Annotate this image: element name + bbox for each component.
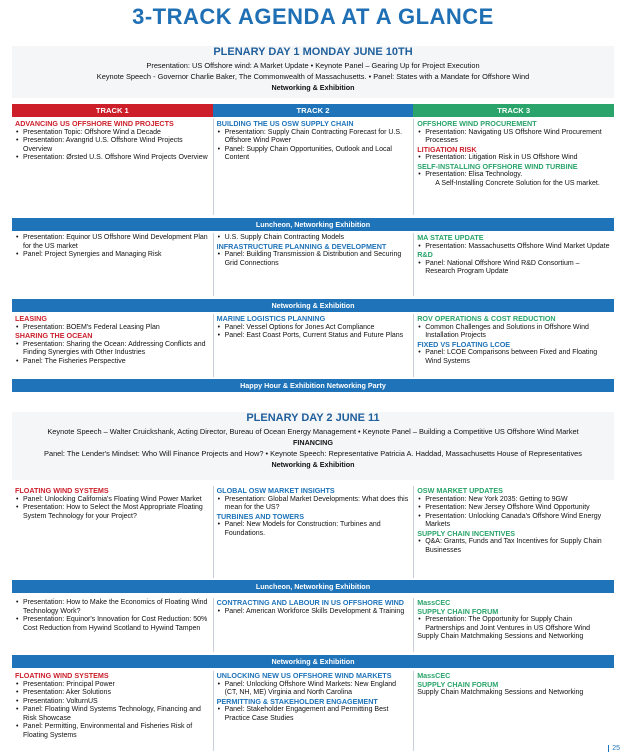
track-1-column [12, 598, 213, 652]
session-item: • Panel: Unlocking California's Floating Wind Power Market [15, 496, 209, 505]
plenary-day1 [12, 46, 614, 98]
plenary-day2-line: Keynote Speech – Walter Cruickshank, Acting Director, Bureau of Ocean Energy Management • Keynote Panel – Building a Competitive US Offshore Wind Market [47, 427, 579, 436]
section-heading: FLOATING WIND SYSTEMS [15, 671, 109, 680]
session-item: • Presentation: Navigating US Offshore Wind Procurement Processes [417, 129, 610, 146]
session-item: • Panel: Vessel Options for Jones Act Compliance [217, 324, 410, 333]
plenary-day2-line: Panel: The Lender's Mindset: Who Will Finance Projects and How? • Keynote Speech: Representative Patricia A. Haddad, Massachusetts House of Representatives [44, 449, 582, 458]
section-heading: OSW MARKET UPDATES [417, 486, 503, 495]
session-note: Supply Chain Matchmaking Sessions and Networking [417, 633, 584, 641]
session-item: • Panel: Floating Wind Systems Technology, Financing and Risk Showcase [15, 706, 209, 723]
track-3-column [413, 119, 614, 215]
session-item: • Presentation: VolturnUS [15, 698, 209, 707]
session-item: • Presentation: Unlocking Canada's Offshore Wind Energy Markets [417, 513, 610, 530]
section-heading: PERMITTING & STAKEHOLDER ENGAGEMENT [216, 696, 378, 706]
plenary-day1-title: PLENARY DAY 1 MONDAY JUNE 10TH [213, 46, 413, 58]
session-item: • Panel: Supply Chain Opportunities, Outlook and Local Content [217, 146, 410, 163]
section-heading: GLOBAL OSW MARKET INSIGHTS [216, 486, 335, 495]
session-note: Supply Chain Matchmaking Sessions and Networking [417, 689, 584, 697]
session-item: • Q&A: Grants, Funds and Tax Incentives for Supply Chain Businesses [417, 538, 610, 555]
track-3-column [413, 598, 614, 652]
section-heading: SUPPLY CHAIN INCENTIVES [417, 528, 516, 538]
track-1-header: TRACK 1 [12, 104, 213, 117]
track-3-column [413, 671, 614, 751]
section-heading: R&D [417, 250, 433, 260]
section-heading: ROV OPERATIONS & COST REDUCTION [417, 314, 556, 323]
page-number: 25 [608, 745, 620, 752]
session-item: • Presentation: BOEM's Federal Leasing Plan [15, 324, 209, 333]
track-2-column [213, 486, 414, 578]
track-1-column [12, 314, 213, 377]
section-heading: FLOATING WIND SYSTEMS [15, 486, 109, 495]
section-heading: INFRASTRUCTURE PLANNING & DEVELOPMENT [216, 241, 387, 251]
networking-bar: Networking & Exhibition [12, 299, 614, 312]
session-item: • Panel: Unlocking Offshore Wind Markets: New England (CT, NH, ME) Virginia and North Carolina [217, 681, 410, 698]
session-row [12, 233, 614, 296]
session-item: • Panel: Permitting, Environmental and Fisheries Risk of Floating Systems [15, 723, 209, 740]
session-item-continued: A Self-Installing Concrete Solution for the US market. [435, 179, 600, 187]
session-item: • Panel: LCOE Comparisons between Fixed and Floating Wind Systems [417, 349, 610, 366]
session-item: • Panel: New Models for Construction: Turbines and Foundations. [217, 521, 410, 538]
section-heading: LEASING [15, 314, 47, 323]
section-heading: SELF-INSTALLING OFFSHORE WIND TURBINE [417, 161, 578, 171]
track-3-header: TRACK 3 [413, 104, 614, 117]
section-heading: LITIGATION RISK [417, 144, 477, 154]
luncheon-bar: Luncheon, Networking Exhibition [12, 218, 614, 231]
track-3-column [413, 314, 614, 377]
session-item: • Presentation Topic: Offshore Wind a Decade [15, 129, 209, 138]
session-item: • Presentation: How to Make the Economics of Floating Wind Technology Work? [15, 599, 209, 616]
section-heading: MassCEC [417, 671, 451, 680]
session-item: • Presentation: New Jersey Offshore Wind Opportunity [417, 504, 610, 513]
section-heading: SHARING THE OCEAN [15, 331, 93, 341]
section-heading: MassCEC [417, 598, 451, 607]
track-2-column [213, 314, 414, 377]
section-heading: ADVANCING US OFFSHORE WIND PROJECTS [15, 119, 174, 128]
track-1-column [12, 486, 213, 578]
track-2-column [213, 671, 414, 751]
session-item: • Panel: The Fisheries Perspective [15, 358, 209, 367]
session-item: • Common Challenges and Solutions in Offshore Wind Installation Projects [417, 324, 610, 341]
track-1-column [12, 671, 213, 751]
page-title: 3-TRACK AGENDA AT A GLANCE [132, 4, 494, 29]
plenary-day1-networking: Networking & Exhibition [271, 83, 355, 92]
track-2-column [213, 233, 414, 296]
section-heading: MARINE LOGISTICS PLANNING [216, 314, 326, 323]
section-heading: UNLOCKING NEW US OFFSHORE WIND MARKETS [216, 671, 392, 680]
track-2-column [213, 119, 414, 215]
session-row [12, 119, 614, 215]
session-item: • Panel: National Offshore Wind R&D Consortium – Research Program Update [417, 260, 610, 277]
session-item: • Presentation: Sharing the Ocean: Addressing Conflicts and Finding Synergies with Other Industries [15, 341, 209, 358]
session-item: • Presentation: Avangrid U.S. Offshore Wind Projects Overview [15, 137, 209, 154]
plenary-day2-networking: Networking & Exhibition [271, 460, 355, 469]
session-row [12, 314, 614, 377]
session-item: • Presentation: Ørsted U.S. Offshore Wind Projects Overview [15, 154, 209, 163]
track-2-column [213, 598, 414, 652]
section-heading: SUPPLY CHAIN FORUM [417, 606, 499, 616]
session-item: • Presentation: New York 2035: Getting to 9GW [417, 496, 610, 505]
track-2-header: TRACK 2 [213, 104, 414, 117]
section-heading: OFFSHORE WIND PROCUREMENT [417, 119, 537, 128]
track-3-column [413, 486, 614, 578]
plenary-day1-line: Presentation: US Offshore wind: A Market Update • Keynote Panel – Gearing Up for Project Execution [146, 61, 480, 70]
plenary-day2-financing: FINANCING [293, 438, 333, 447]
session-item: • Presentation: Equinor's Innovation for Cost Reduction: 50% Cost Reduction from Hywind Scotland to Hywind Tampen [15, 616, 209, 633]
session-item: • Presentation: Supply Chain Contracting Forecast for U.S. Offshore Wind Power [217, 129, 410, 146]
plenary-day2-title: PLENARY DAY 2 JUNE 11 [246, 412, 380, 424]
luncheon-bar: Luncheon, Networking Exhibition [12, 580, 614, 593]
session-item: • U.S. Supply Chain Contracting Models [217, 234, 410, 243]
session-item: • Presentation: How to Select the Most Appropriate Floating System Technology for your Project? [15, 504, 209, 521]
section-heading: MA STATE UPDATE [417, 233, 484, 242]
section-heading: TURBINES AND TOWERS [216, 511, 305, 521]
session-item: • Presentation: Global Market Developments: What does this mean for the US? [217, 496, 410, 513]
session-item: • Presentation: Aker Solutions [15, 689, 209, 698]
session-row [12, 671, 614, 751]
plenary-day1-line: Keynote Speech - Governor Charlie Baker, The Commonwealth of Massachusetts. • Panel: States with a Mandate for Offshore Wind [96, 72, 530, 81]
session-row [12, 598, 614, 652]
session-item: • Presentation: The Opportunity for Supply Chain Partnerships and Joint Ventures in US Offshore Wind [417, 616, 610, 633]
track-1-column [12, 233, 213, 296]
section-heading: SUPPLY CHAIN FORUM [417, 679, 499, 689]
section-heading: CONTRACTING AND LABOUR IN US OFFSHORE WIND [216, 598, 404, 607]
session-item: • Panel: Building Transmission & Distribution and Securing Grid Connections [217, 251, 410, 268]
session-item: • Panel: American Workforce Skills Development & Training [217, 608, 410, 617]
happy-hour-bar: Happy Hour & Exhibition Networking Party [12, 379, 614, 392]
session-item: • Presentation: Massachusetts Offshore Wind Market Update [417, 243, 610, 252]
track-1-column [12, 119, 213, 215]
session-item: • Presentation: Principal Power [15, 681, 209, 690]
session-row [12, 486, 614, 578]
plenary-day2 [12, 412, 614, 480]
session-item: • Panel: Project Synergies and Managing Risk [15, 251, 209, 260]
session-item: • Presentation: Elisa Technology. [417, 171, 610, 180]
track-3-column [413, 233, 614, 296]
networking-bar: Networking & Exhibition [12, 655, 614, 668]
session-item: • Panel: East Coast Ports, Current Status and Future Plans [217, 332, 410, 341]
section-heading: FIXED VS FLOATING LCOE [417, 339, 511, 349]
session-item: • Panel: Stakeholder Engagement and Permitting Best Practice Case Studies [217, 706, 410, 723]
section-heading: BUILDING THE US OSW SUPPLY CHAIN [216, 119, 354, 128]
session-item: • Presentation: Litigation Risk in US Offshore Wind [417, 154, 610, 163]
track-header-row [12, 104, 614, 117]
session-item: • Presentation: Equinor US Offshore Wind Development Plan for the US market [15, 234, 209, 251]
